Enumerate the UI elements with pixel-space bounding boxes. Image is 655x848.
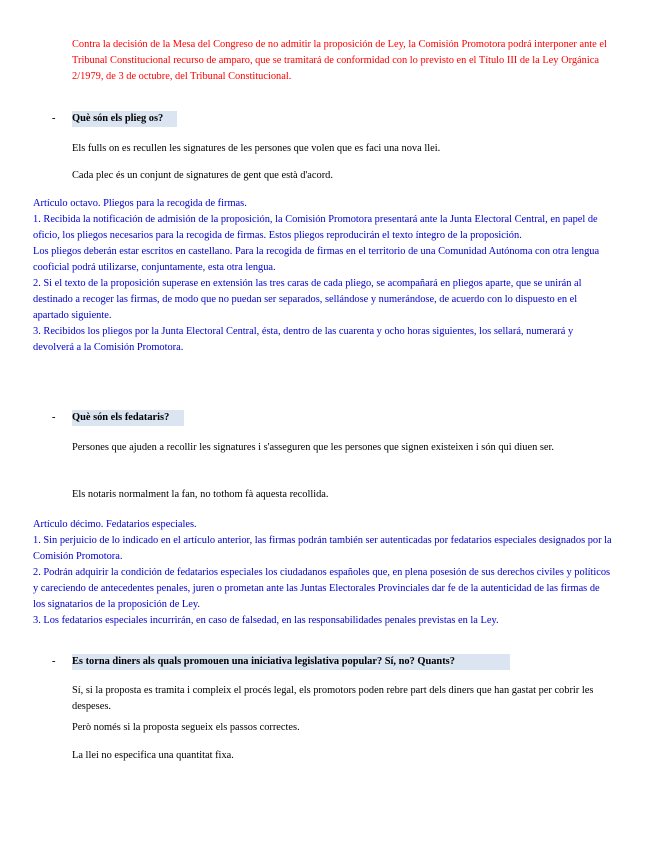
article-10-item-3: 3. Los fedatarios especiales incurrirán, en caso de falsedad, en las responsabilidades penales previstas en la Ley. xyxy=(33,615,499,626)
section-heading-pliegos: Què són els plieg os? xyxy=(72,111,177,127)
section-heading-fedataris: Què són els fedataris? xyxy=(72,410,184,426)
fedataris-definition: Persones que ajuden a recollir les signatures i s'asseguren que les persones que signen existeixen i són qui diuen ser. xyxy=(72,442,555,453)
pliegos-definition: Els fulls on es recullen les signatures de les persones que volen que es faci una nova llei. xyxy=(72,143,441,154)
pliegos-note: Cada plec és un conjunt de signatures de gent que està d'acord. xyxy=(72,170,333,181)
article-10-item-1: 1. Sin perjuicio de lo indicado en el artículo anterior, las firmas podrán también ser autenticadas por fedatarios especiales designados por la Comisión Promotora. xyxy=(33,535,612,562)
article-8-title: Artículo octavo. Pliegos para la recogida de firmas. xyxy=(33,198,247,209)
law-article-10 xyxy=(33,517,613,629)
diners-amount-note: La llei no especifica una quantitat fixa. xyxy=(72,750,234,761)
article-8-item-3: 3. Recibidos los pliegos por la Junta Electoral Central, ésta, dentro de las cuarenta y ocho horas siguientes, los sellará, numerará y devolverá a la Comisión Promotora. xyxy=(33,326,574,353)
article-8-item-1: 1. Recibida la notificación de admisión de la proposición, la Comisión Promotora presentará ante la Junta Electoral Central, en papel de oficio, los pliegos necesarios para la recogida de firmas. Estos pliegos reproducirán el texto íntegro de la proposición. xyxy=(33,214,598,241)
article-8-item-1b: Los pliegos deberán estar escritos en castellano. Para la recogida de firmas en el territorio de una Comunidad Autónoma con otra lengua cooficial podrá utilizarse, conjuntamente, esta otra lengua. xyxy=(33,246,600,273)
fedataris-note: Els notaris normalment la fan, no tothom fà aquesta recollida. xyxy=(72,489,329,500)
bullet-marker: - xyxy=(52,412,56,423)
law-article-8 xyxy=(33,196,613,356)
article-8-item-2: 2. Si el texto de la proposición superase en extensión las tres caras de cada pliego, se acompañará en pliegos aparte, que se unirán al destinado a recoger las firmas, de modo que no puedan ser separados, sellándose y numerándose, de acuerdo con lo dispuesto en el apartado siguiente. xyxy=(33,278,582,321)
article-10-item-2: 2. Podrán adquirir la condición de fedatarios especiales los ciudadanos españoles que, en plena posesión de sus derechos civiles y políticos y careciendo de antecedentes penales, juren o prometan ante las Juntas Electorales Provinciales dar fe de la autenticidad de las firmas de los signatarios de la proposición de Ley. xyxy=(33,567,611,610)
bullet-marker: - xyxy=(52,113,56,124)
article-10-title: Artículo décimo. Fedatarios especiales. xyxy=(33,519,197,530)
bullet-marker: - xyxy=(52,656,56,667)
diners-answer: Sí, si la proposta es tramita i compleix el procés legal, els promotors poden rebre part dels diners que han gastat per cobrir les despeses. xyxy=(72,685,594,712)
intro-note: Contra la decisión de la Mesa del Congreso de no admitir la proposición de Ley, la Comisión Promotora podrá interponer ante el Tribunal Constitucional recurso de amparo, que se tramitará de conformidad con lo previsto en el Título III de la Ley Orgánica 2/1979, de 3 de octubre, del Tribunal Constitucional. xyxy=(72,39,607,82)
section-heading-diners: Es torna diners als quals promouen una iniciativa legislativa popular? Sí, no? Quants? xyxy=(72,654,510,670)
diners-condition: Però només si la proposta segueix els passos correctes. xyxy=(72,722,300,733)
